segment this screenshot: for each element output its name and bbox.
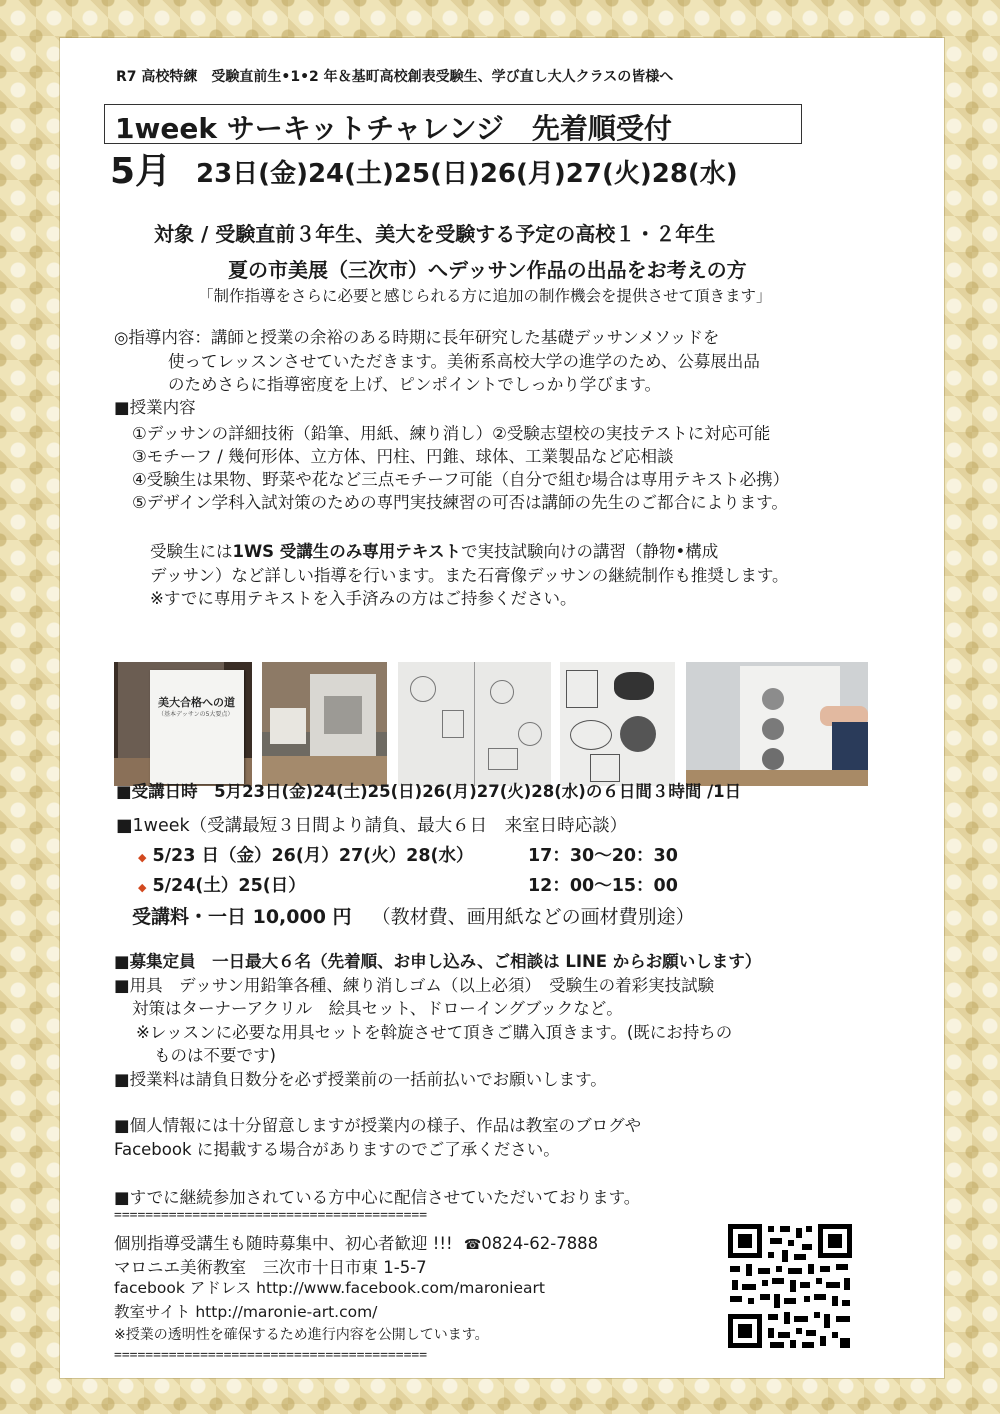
fee-note: （教材費、画用紙などの画材費別途）: [371, 906, 695, 928]
facebook-address[interactable]: facebook アドレス http://www.facebook.com/maronieart: [114, 1279, 545, 1297]
schedule-slot-1: ◆ 5/23 日（金）26(月）27(火）28(水）: [138, 846, 474, 866]
content-item: ①デッサンの詳細技術（鉛筆、用紙、練り消し）②受験志望校の実技テストに対応可能: [132, 424, 771, 443]
privacy-line-2: Facebook に掲載する場合がありますのでご了承ください。: [114, 1140, 560, 1159]
photo-textbook-pages: [398, 662, 551, 786]
diamond-bullet-icon: ◆: [138, 881, 147, 894]
recruit-line: 個別指導受講生も随時募集中、初心者歓迎 !!! ☎0824-62-7888: [114, 1234, 599, 1253]
tools-line-4: ものは不要です): [154, 1046, 276, 1065]
schedule-slot-2-time: 12：00〜15：00: [528, 876, 678, 896]
page-title: 1week サーキットチャレンジ 先着順受付: [115, 112, 672, 145]
tools-line-3: ※レッスンに必要な用具セットを斡旋させて頂きご購入頂きます。(既にお持ちの: [136, 1023, 733, 1042]
header-subtitle: R7 高校特練 受験直前生•1•2 年＆基町高校創表受験生、学び直し大人クラスの皆様へ: [116, 69, 674, 85]
school-address: マロニエ美術教室 三次市十日市東 1-5-7: [114, 1258, 427, 1277]
date-list: 23日(金)24(土)25(日)26(月)27(火)28(水): [196, 159, 738, 189]
guidance-line-1: ◎指導内容：講師と授業の余裕のある時期に長年研究した基礎デッサンメソッドを: [114, 328, 720, 347]
text-note-line-1: 受験生には1WS 受講生のみ専用テキストで実技試験向けの講習（静物•構成: [150, 542, 719, 561]
target-note: 「制作指導をさらに必要と感じられる方に追加の制作機会を提供させて頂きます」: [198, 287, 772, 305]
separator-bottom: ========================================: [114, 1348, 428, 1363]
tools-line-1: ■用具 デッサン用鉛筆各種、練り消しゴム（以上必須） 受験生の着彩実技試験: [114, 976, 715, 995]
content-heading: ■授業内容: [114, 398, 196, 417]
diamond-bullet-icon: ◆: [138, 851, 147, 864]
text-note-bold: 1WS 受講生のみ専用テキスト: [232, 542, 461, 561]
text-note-line-3: ※すでに専用テキストを入手済みの方はご持参ください。: [150, 589, 577, 608]
schedule-week: ■1week（受講最短３日間より請負、最大６日 来室日時応談）: [116, 816, 628, 836]
target-line-1: 対象 / 受験直前３年生、美大を受験する予定の高校１・２年生: [154, 222, 716, 246]
phone-number[interactable]: 0824-62-7888: [481, 1234, 599, 1253]
separator-top: ========================================: [114, 1208, 428, 1223]
book-subtitle: （基本デッサンの5大要点）: [158, 711, 234, 718]
qr-code-icon[interactable]: [728, 1224, 852, 1348]
content-item: ④受験生は果物、野菜や花など三点モチーフ可能（自分で組む場合は専用テキスト必携）: [132, 470, 790, 489]
photo-student-drawing: [686, 662, 868, 786]
title-box: [104, 104, 802, 144]
fee-amount: 受講料・一日 10,000 円: [132, 906, 352, 928]
schedule-slot-2: ◆ 5/24(土）25(日）: [138, 876, 306, 896]
content-item: ⑤デザイン学科入試対策のための専門実技練習の可否は講師の先生のご都合によります。: [132, 493, 788, 512]
phone-icon: ☎: [463, 1237, 482, 1253]
payment-line: ■授業料は請負日数分を必ず授業前の一括前払いでお願いします。: [114, 1070, 607, 1089]
guidance-line-3: のためさらに指導密度を上げ、ピンポイントでしっかり学びます。: [168, 375, 662, 394]
privacy-line-1: ■個人情報には十分留意しますが授業内の様子、作品は教室のブログや: [114, 1116, 642, 1135]
schedule-dates: ■受講日時 5月23日(金)24(土)25(日)26(月)27(火)28(水)の６日間３時間 /1日: [116, 782, 742, 801]
photo-motif-sketches: [560, 662, 675, 786]
flyer-panel: [60, 38, 944, 1378]
delivery-line: ■すでに継続参加されている方中心に配信させていただいております。: [114, 1188, 641, 1207]
book-title: 美大合格への道: [158, 696, 235, 709]
guidance-line-2: 使ってレッスンさせていただきます。美術系高校大学の進学のため、公募展出品: [168, 352, 760, 371]
school-site[interactable]: 教室サイト http://maronie-art.com/: [114, 1303, 378, 1321]
target-line-2: 夏の市美展（三次市）へデッサン作品の出品をお考えの方: [228, 258, 747, 282]
schedule-slot-1-time: 17：30〜20：30: [528, 846, 678, 866]
fee-line: [132, 902, 695, 929]
capacity-line: ■募集定員 一日最大６名（先着順、お申し込み、ご相談は LINE からお願いします）: [114, 952, 762, 971]
tools-line-2: 対策はターナーアクリル 絵具セット、ドローイングブックなど。: [132, 999, 623, 1018]
content-item: ③モチーフ / 幾何形体、立方体、円柱、円錐、球体、工業製品など応相談: [132, 447, 674, 466]
text-note-line-2: デッサン）など詳しい指導を行います。また石膏像デッサンの継続制作も推奨します。: [150, 566, 789, 585]
photo-cube-drawing: [262, 662, 387, 786]
transparency-note: ※授業の透明性を確保するため進行内容を公開しています。: [114, 1327, 489, 1343]
date-month: 5月: [110, 151, 172, 192]
photo-textbook: [114, 662, 252, 786]
